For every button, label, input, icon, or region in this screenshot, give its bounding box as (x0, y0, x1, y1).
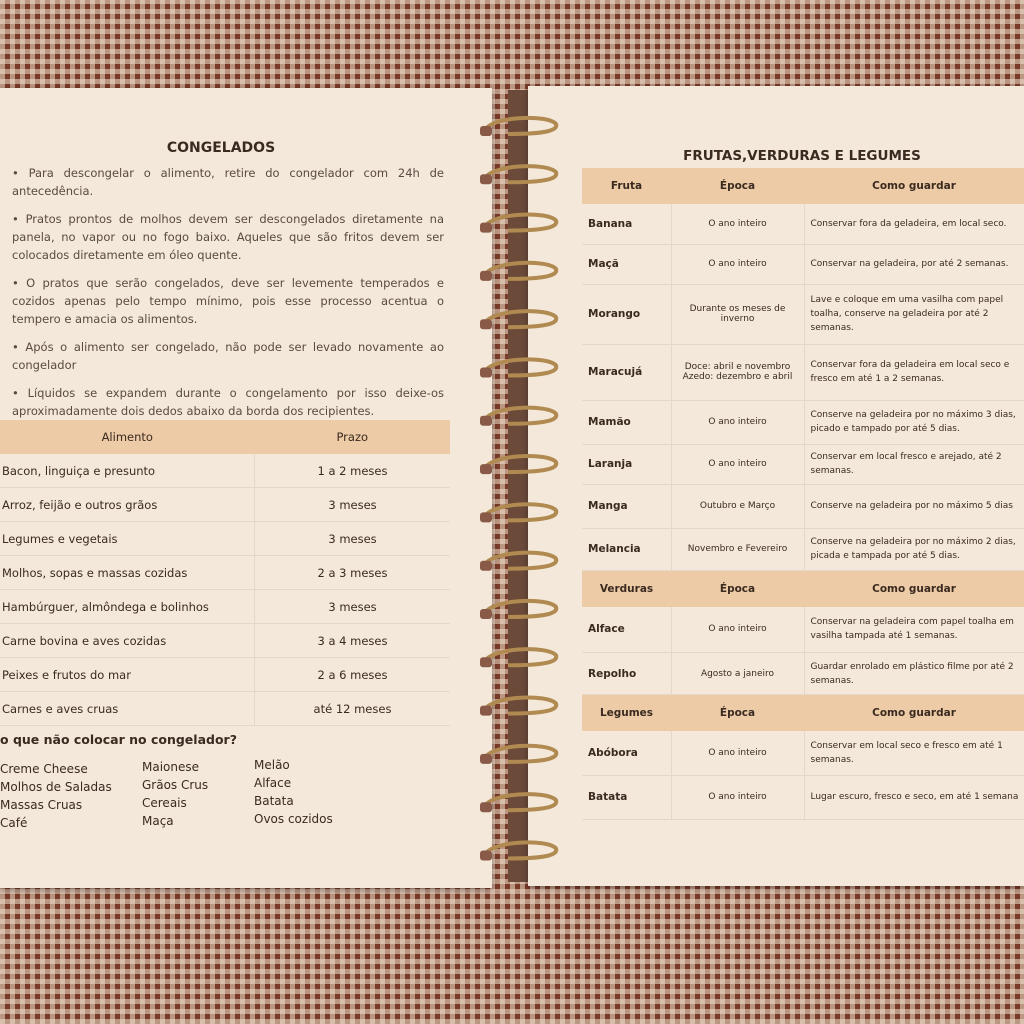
spiral-hole (480, 609, 492, 619)
spiral-hole (480, 174, 492, 184)
frutas-title: FRUTAS,VERDURAS E LEGUMES (683, 148, 921, 164)
season-cell: Outubro e Março (671, 484, 804, 528)
storage-cell: Conservar na geladeira com papel toalha em vasilha tampada até 1 semanas. (804, 607, 1024, 653)
spiral-ring (484, 746, 556, 762)
list-item: Ovos cozidos (254, 812, 333, 826)
spiral-ring (484, 649, 556, 665)
legumes-header-row (582, 695, 1024, 732)
list-item: Grãos Crus (142, 778, 209, 792)
season-cell: O ano inteiro (671, 731, 804, 775)
table-row (582, 344, 1024, 400)
table-row (582, 244, 1024, 284)
produce-name-cell: Banana (582, 204, 671, 244)
spiral-ring (484, 601, 556, 617)
season-cell: O ano inteiro (671, 444, 804, 484)
tip-item: • O pratos que serão congelados, deve ser levemente temperados e cozidos apenas pelo tempo mínimo, pois esse processo acentua o tempero e amacia os alimentos. (12, 276, 444, 326)
tip-item: • Pratos prontos de molhos devem ser descongelados diretamente na panela, no vapor ou no fogo baixo. Aqueles que são fritos devem ser colocados diretamente em óleo quente. (12, 212, 444, 262)
spiral-ring (484, 263, 556, 279)
spiral-ring (484, 456, 556, 472)
season-cell: Novembro e Fevereiro (671, 528, 804, 570)
produce-name-cell: Morango (582, 284, 671, 344)
list-item: Melão (254, 758, 290, 772)
produce-name-cell: Alface (582, 607, 671, 653)
spiral-hole (480, 706, 492, 716)
food-cell: Legumes e vegetais (0, 522, 255, 556)
spiral-ring (484, 553, 556, 569)
congelados-title: CONGELADOS (166, 140, 276, 156)
table-row (0, 454, 450, 488)
table-row (0, 488, 450, 522)
table-row (582, 400, 1024, 444)
food-cell: Bacon, linguiça e presunto (0, 454, 255, 488)
spiral-ring (484, 697, 556, 713)
spiral-hole (480, 802, 492, 812)
spiral-hole (480, 319, 492, 329)
spiral-ring (484, 359, 556, 375)
table-row (582, 653, 1024, 695)
table-row (582, 528, 1024, 570)
produce-name-cell: Manga (582, 484, 671, 528)
time-cell: 2 a 3 meses (255, 556, 451, 590)
list-item: Batata (254, 794, 294, 808)
storage-cell: Guardar enrolado em plástico filme por até 2 semanas. (804, 653, 1024, 695)
list-item: Alface (254, 776, 292, 790)
food-cell: Carne bovina e aves cozidas (0, 624, 255, 658)
food-cell: Carnes e aves cruas (0, 692, 255, 726)
spiral-hole (480, 657, 492, 667)
time-cell: até 12 meses (255, 692, 451, 726)
spiral-hole (480, 754, 492, 764)
verduras-col-guardar-header: Como guardar (804, 570, 1024, 607)
spiral-ring (484, 504, 556, 520)
produce-name-cell: Mamão (582, 400, 671, 444)
food-cell: Hambúrguer, almôndega e bolinhos (0, 590, 255, 624)
verduras-col-name-header: Verduras (582, 570, 671, 607)
storage-cell: Lave e coloque em uma vasilha com papel toalha, conserve na geladeira por até 2 semanas. (804, 284, 1024, 344)
time-cell: 3 meses (255, 522, 451, 556)
spiral-ring (484, 842, 556, 858)
time-cell: 3 meses (255, 488, 451, 522)
season-cell: Agosto a janeiro (671, 653, 804, 695)
storage-cell: Conservar fora da geladeira em local seco e fresco em até 1 a 2 semanas. (804, 344, 1024, 400)
table-row (582, 775, 1024, 819)
spiral-ring (484, 311, 556, 327)
produce-name-cell: Maçã (582, 244, 671, 284)
time-cell: 1 a 2 meses (255, 454, 451, 488)
list-item: Molhos de Saladas (0, 780, 112, 794)
spiral-ring (484, 214, 556, 230)
table-row (0, 692, 450, 726)
table-row (582, 607, 1024, 653)
season-cell: Doce: abril e novembro Azedo: dezembro e abril (671, 344, 804, 400)
storage-cell: Conserve na geladeira por no máximo 2 dias, picada e tampada por até 5 dias. (804, 528, 1024, 570)
spiral-hole (480, 368, 492, 378)
tip-item: • Líquidos se expandem durante o congelamento por isso deixe-os aproximadamente dois dedos abaixo da borda dos recipientes. (12, 386, 444, 418)
spiral-ring (484, 408, 556, 424)
list-item: Café (0, 816, 28, 830)
table-row (0, 556, 450, 590)
spiral-binding (478, 106, 564, 866)
spiral-ring (484, 118, 556, 134)
storage-cell: Conservar em local seco e fresco em até 1 semanas. (804, 731, 1024, 775)
spiral-ring (484, 166, 556, 182)
list-item: Creme Cheese (0, 762, 88, 776)
food-cell: Peixes e frutos do mar (0, 658, 255, 692)
list-item: Maionese (142, 760, 200, 774)
tip-item: • Após o alimento ser congelado, não pode ser levado novamente ao congelador (12, 340, 444, 372)
spiral-hole (480, 851, 492, 861)
verduras-header-row (582, 570, 1024, 607)
table-row (0, 624, 450, 658)
produce-name-cell: Laranja (582, 444, 671, 484)
legumes-col-epoca-header: Época (671, 695, 804, 732)
freezing-tips (12, 164, 444, 430)
storage-cell: Conservar na geladeira, por até 2 semanas. (804, 244, 1024, 284)
storage-cell: Conservar em local fresco e arejado, até 2 semanas. (804, 444, 1024, 484)
season-cell: O ano inteiro (671, 204, 804, 244)
produce-table (582, 168, 1024, 820)
not-freeze-question: o que não colocar no congelador? (0, 732, 237, 747)
list-item: Cereais (142, 796, 187, 810)
time-cell: 3 a 4 meses (255, 624, 451, 658)
spiral-hole (480, 416, 492, 426)
season-cell: O ano inteiro (671, 607, 804, 653)
verduras-col-epoca-header: Época (671, 570, 804, 607)
freezing-time-table (0, 420, 450, 726)
table-row (582, 444, 1024, 484)
spiral-hole (480, 271, 492, 281)
frutas-col-epoca-header: Época (671, 168, 804, 204)
left-page (0, 88, 492, 888)
spiral-hole (480, 464, 492, 474)
produce-name-cell: Batata (582, 775, 671, 819)
spiral-hole (480, 223, 492, 233)
produce-name-cell: Repolho (582, 653, 671, 695)
frutas-col-guardar-header: Como guardar (804, 168, 1024, 204)
table-row (0, 522, 450, 556)
header-prazo: Prazo (255, 420, 451, 454)
spiral-hole (480, 561, 492, 571)
storage-cell: Conserve na geladeira por no máximo 3 dias, picado e tampado por até 5 dias. (804, 400, 1024, 444)
storage-cell: Conserve na geladeira por no máximo 5 dias (804, 484, 1024, 528)
produce-name-cell: Maracujá (582, 344, 671, 400)
table-row (582, 731, 1024, 775)
right-page (528, 86, 1024, 886)
table-row (582, 484, 1024, 528)
table-row (582, 284, 1024, 344)
produce-name-cell: Abóbora (582, 731, 671, 775)
time-cell: 2 a 6 meses (255, 658, 451, 692)
list-item: Massas Cruas (0, 798, 83, 812)
season-cell: O ano inteiro (671, 775, 804, 819)
food-cell: Molhos, sopas e massas cozidas (0, 556, 255, 590)
season-cell: O ano inteiro (671, 400, 804, 444)
table-row (0, 590, 450, 624)
time-cell: 3 meses (255, 590, 451, 624)
spiral-ring (484, 794, 556, 810)
food-cell: Arroz, feijão e outros grãos (0, 488, 255, 522)
tip-item: • Para descongelar o alimento, retire do congelador com 24h de antecedência. (12, 166, 444, 198)
list-item: Maça (142, 814, 174, 828)
header-alimento: Alimento (0, 420, 255, 454)
table-row (0, 658, 450, 692)
frutas-header-row (582, 168, 1024, 204)
legumes-col-guardar-header: Como guardar (804, 695, 1024, 732)
storage-cell: Conservar fora da geladeira, em local seco. (804, 204, 1024, 244)
spiral-hole (480, 512, 492, 522)
frutas-col-name-header: Fruta (582, 168, 671, 204)
season-cell: O ano inteiro (671, 244, 804, 284)
legumes-col-name-header: Legumes (582, 695, 671, 732)
table-header-row (0, 420, 450, 454)
storage-cell: Lugar escuro, fresco e seco, em até 1 semana (804, 775, 1024, 819)
produce-name-cell: Melancia (582, 528, 671, 570)
spiral-hole (480, 126, 492, 136)
table-row (582, 204, 1024, 244)
season-cell: Durante os meses de inverno (671, 284, 804, 344)
